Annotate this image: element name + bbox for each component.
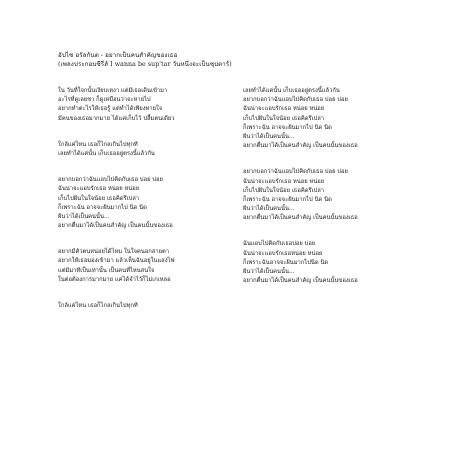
lyrics-left-column bbox=[58, 87, 238, 328]
lyric-line: มีคนของเธอมากมาย ได้แค่เก็บไว้ ปลื้มตนเดียว bbox=[58, 115, 175, 122]
lyric-line: อยากทำตะไรให้เธอรู้ แต่ทำได้เพียงหายใจ bbox=[58, 106, 163, 113]
lyric-line: ฝันว่าได้เป็นคนนั้น... bbox=[58, 213, 110, 220]
lyric-stanza bbox=[243, 240, 423, 286]
lyric-stanza bbox=[58, 176, 238, 231]
lyric-stanza bbox=[58, 141, 238, 159]
lyric-line: อยากตื่นมาได้เป็นคนสำคัญ เป็นคนนั้นของเธอ bbox=[243, 143, 358, 150]
song-subtitle: (เพลงประกอบซีรีส์ I wanna be sup'tar วันหนึ่งจะเป็นซุปตาร์) bbox=[58, 61, 232, 69]
lyric-line: ใกล้แค่ไหน เธอก็ไกลเกินไปทุกที bbox=[58, 141, 138, 148]
lyric-line: เลยทำได้แค่นั้น เก็บเธออยู่ตรงนี้แล้วกัน bbox=[243, 88, 340, 94]
lyrics-right-column bbox=[243, 87, 423, 303]
lyric-line: เก็บไปฝันในใจน้อย เธอคิดรึเปล่า bbox=[243, 187, 325, 194]
lyric-line: อยากให้เธอมองเข้ามา แล้วเห็นฉันอยู่ในแสงไฟ bbox=[58, 258, 175, 265]
lyric-line: เก็บไปฝันในใจน้อย เธอคิดรึเปล่า bbox=[58, 195, 140, 202]
lyric-line: ฉันน่าจะแอบรักเธอ หน่อย หน่อย bbox=[58, 186, 140, 193]
lyric-line: อยากบอกว่าฉันแอบไปคิดกับเธอ บ่อย บ่อย bbox=[243, 97, 348, 104]
lyric-stanza bbox=[58, 87, 238, 124]
lyric-line: อยากมีตัวตนหน่อยได้ไหม ในใจคนอกสายตา bbox=[58, 249, 170, 256]
lyric-line: ก็เพราะฉัน อาจจะฝันมากไป นิด นิด bbox=[243, 124, 332, 131]
lyric-line: ฉันน่าจะแอบรักเธอหน่อย หน่อย bbox=[243, 250, 323, 257]
lyric-line: ในต่อต้องการมากมาย แค่ได้จำไว้ก็ไม่เกเหลอ bbox=[58, 276, 171, 283]
lyric-line: ก็เพราะฉัน อาจจะฝันมากไป นิด นิด bbox=[243, 196, 332, 203]
lyric-line: ฝันว่าได้เป็นคนนั้น... bbox=[243, 133, 295, 140]
lyric-line: เลยทำได้แค่นั้น เก็บเธออยู่ตรงนี้แล้วกัน bbox=[58, 150, 155, 157]
lyric-line: อยากตื่นมาได้เป็นคนสำคัญ เป็นคนนั้นของเธอ bbox=[58, 223, 173, 230]
lyric-line: ใน วันที่ใจกนั้นเงียบเหงา แต่มีเธอเดินเข้ามา bbox=[58, 88, 168, 94]
lyric-line: อะไรที่ดูเลยชา ก็ดูเหมือนว่าจะหายไป bbox=[58, 97, 151, 104]
lyric-stanza bbox=[243, 87, 423, 151]
lyric-line: ก็เพราะฉัน อาจจะฝันมากไป นิด นิด bbox=[58, 204, 147, 211]
lyric-line: ฉันน่าจะแอบรักเธอ หน่อย หน่อย bbox=[243, 106, 325, 113]
lyric-line: ก็เพราะฉันอาจจะฝันมากไปนิด นิด bbox=[243, 259, 329, 266]
lyric-line: ฉันแอบไปคิดกับเธอบ่อย บ่อย bbox=[243, 241, 316, 248]
lyric-line: อยากบอกว่าฉันแอบไปคิดกับเธอ บ่อย บ่อย bbox=[243, 169, 348, 176]
lyric-stanza bbox=[243, 168, 423, 223]
lyric-line: ใกล้แค่ไหน เธอก็ไกลเกินไปทุกที bbox=[58, 303, 138, 309]
lyric-line: ฝันว่าได้เป็นคนนั้น... bbox=[243, 269, 295, 275]
lyric-line: ฉันน่าจะแอบรักเธอ หน่อย หน่อย bbox=[243, 178, 325, 185]
lyric-stanza bbox=[58, 302, 238, 311]
song-title: อัปไซ อรัลกันต - อยากเป็นคนสำคัญของเธอ bbox=[58, 52, 178, 59]
lyric-line: เก็บไปฝันในใจน้อย เธอคิดรึเปล่า bbox=[243, 115, 325, 122]
lyric-stanza bbox=[58, 248, 238, 285]
lyric-line: ฝันว่าได้เป็นคนนั้น... bbox=[243, 206, 295, 213]
lyric-line: อยากบอกว่าฉันแอบไปคิดกับเธอ บ่อย บ่อย bbox=[58, 177, 163, 184]
lyric-line: อยากตื่นมาได้เป็นคนสำคัญ เป็นคนนั้นของเธอ bbox=[243, 278, 358, 285]
lyric-line: แต่มีมาทีเป็นเท่านั้น เป็นคนที่ไหนสนใจ bbox=[58, 267, 155, 274]
lyric-line: อยากตื่นมาได้เป็นคนสำคัญ เป็นคนนั้นของเธอ bbox=[243, 215, 358, 222]
song-title-block bbox=[58, 52, 232, 70]
